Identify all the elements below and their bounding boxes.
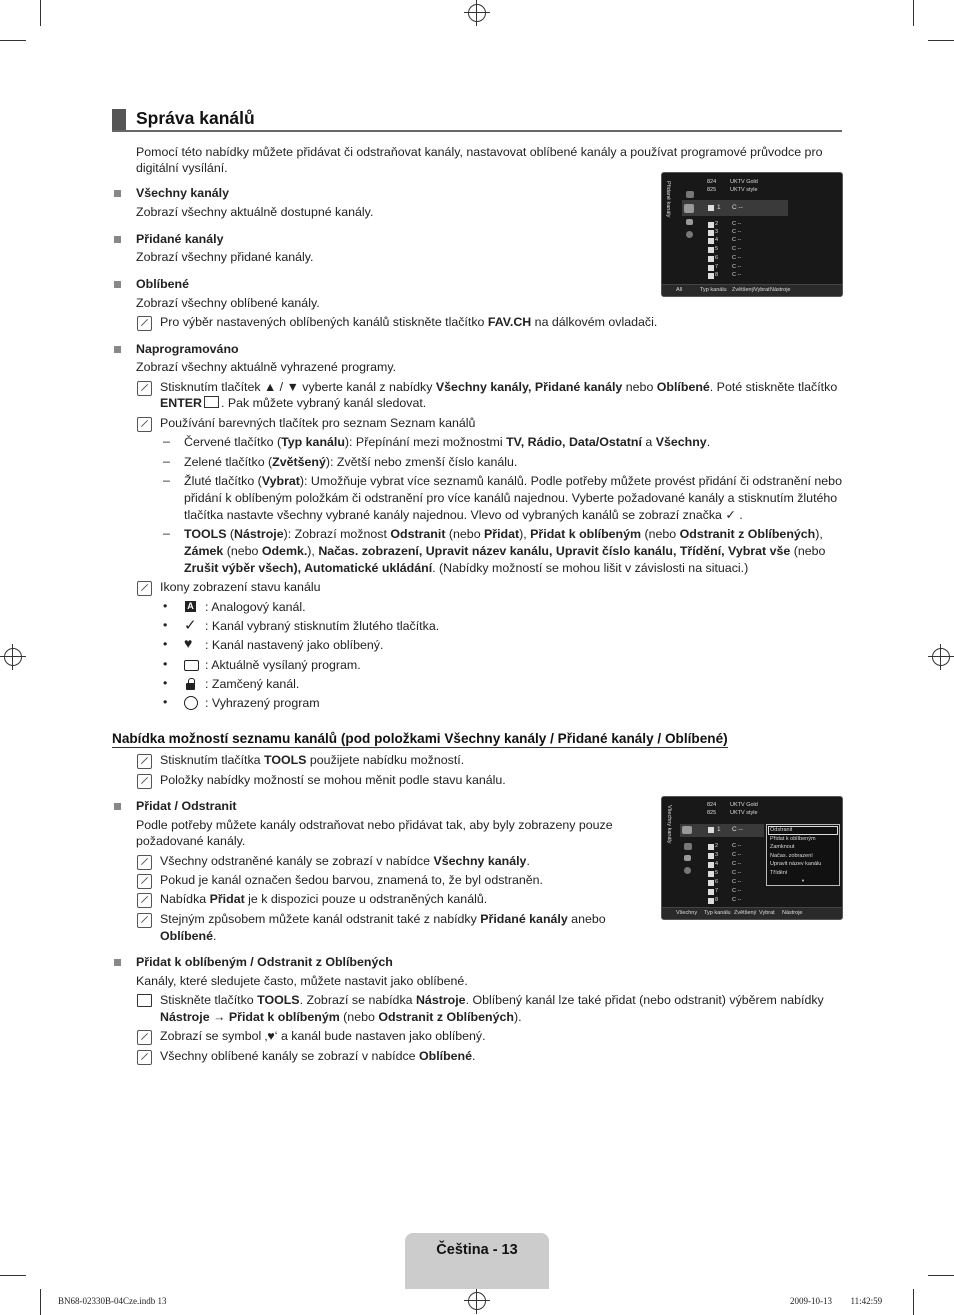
tv-row-number: 6 xyxy=(715,879,719,885)
tools-text: Zámek (nebo Odemk.), Načas. zobrazení, Upravit název kanálu, Upravit číslo kanálu, Třídění, Vybrat vše (nebo xyxy=(184,544,826,558)
tv-row-text: C -- xyxy=(732,264,742,270)
tv-button-bar xyxy=(662,907,842,919)
tv-selected-row xyxy=(680,824,764,837)
clock-icon xyxy=(184,696,198,710)
red-button-text: Červené tlačítko (Typ kanálu): Přepínání mezi možnostmi TV, Rádio, Data/Ostatní a Všechny. xyxy=(184,435,711,449)
note-icon xyxy=(137,1050,152,1065)
dot-bullet: • xyxy=(163,618,168,632)
note-icon xyxy=(137,855,152,870)
tv-text: UKTV style xyxy=(730,810,758,816)
item-desc: Zobrazí všechny oblíbené kanály. xyxy=(136,296,320,310)
note-text: Pro výběr nastavených oblíbených kanálů stiskněte tlačítko FAV.CH na dálkovém ovladači. xyxy=(160,315,658,329)
lock-shackle xyxy=(188,678,195,685)
note-text: Ikony zobrazení stavu kanálu xyxy=(160,580,321,594)
note-text: Pokud je kanál označen šedou barvou, znamená to, že byl odstraněn. xyxy=(160,873,543,887)
note-icon xyxy=(137,417,152,432)
section-heading: Nabídka možností seznamu kanálů (pod položkami Všechny kanály / Přidané kanály / Oblíbené) xyxy=(112,731,728,746)
tv-analog-icon xyxy=(708,205,714,211)
tv-bar-text: Typ kanálu xyxy=(704,910,731,916)
crop-mark xyxy=(928,40,954,41)
registration-mark-icon xyxy=(468,4,486,22)
tv-tools-menu-screenshot xyxy=(661,796,843,920)
crop-mark xyxy=(40,1289,41,1315)
note-text: Všechny odstraněné kanály se zobrazí v nabídce Všechny kanály. xyxy=(160,854,530,868)
tv-row-number: 6 xyxy=(715,255,719,261)
tv-row-text: C -- xyxy=(732,229,742,235)
tools-icon xyxy=(137,994,152,1007)
dash-bullet: – xyxy=(163,434,170,448)
yellow-button-text: Žluté tlačítko (Vybrat): Umožňuje vybrat více seznamů kanálů. Podle potřeby můžete provést přidání či odstranění nebo xyxy=(184,474,842,488)
tv-row-text: C -- xyxy=(732,255,742,261)
tv-menu-item: Třídění xyxy=(770,870,788,876)
icon-desc: : Analogový kanál. xyxy=(205,600,306,614)
note-icon xyxy=(137,1030,152,1045)
tv-row-text: C -- xyxy=(732,826,743,833)
tv-text: UKTV Gold xyxy=(730,179,758,185)
tv-analog-icon xyxy=(708,247,714,253)
tools-note-text: Stiskněte tlačítko TOOLS. Zobrazí se nabídka Nástroje. Oblíbený kanál lze také přidat (nebo odstranit) výběrem nabídky xyxy=(160,993,824,1007)
tv-row-text: C -- xyxy=(732,861,742,867)
dot-bullet: • xyxy=(163,599,168,613)
enter-icon xyxy=(204,396,219,408)
tv-row-text: C -- xyxy=(732,204,743,211)
note-icon xyxy=(137,874,152,889)
tv-analog-icon xyxy=(708,871,714,877)
yellow-button-text: přidání k oblíbeným položkám či odstranění pro více kanálů najednou. Vyberte požadované kanály a stisknutím žlutého xyxy=(184,491,838,505)
tv-analog-icon xyxy=(708,898,714,904)
tv-text: UKTV Gold xyxy=(730,802,758,808)
dot-bullet: • xyxy=(163,657,168,671)
tv-tv-icon xyxy=(684,843,692,850)
tv-row-text: C -- xyxy=(732,221,742,227)
note-text: Zobrazí se symbol ‚♥‘ a kanál bude nastaven jako oblíbený. xyxy=(160,1029,486,1043)
note-icon xyxy=(137,754,152,769)
tv-bar-text: Nástroje xyxy=(770,287,791,293)
bullet-square-icon xyxy=(114,190,121,197)
tv-bar-text: Vybrat xyxy=(759,910,775,916)
note-icon xyxy=(137,893,152,908)
tv-row-text: C -- xyxy=(732,852,742,858)
intro-line: digitální vysílání. xyxy=(136,161,228,175)
tv-bar-text: Zvětšený xyxy=(734,910,757,916)
dot-bullet: • xyxy=(163,676,168,690)
note-icon xyxy=(137,913,152,928)
tv-menu-item: Přidat k oblíbeným xyxy=(770,836,816,842)
note-icon xyxy=(137,316,152,331)
item-heading: Všechny kanály xyxy=(136,186,229,200)
tv-bar-text: Vybrat xyxy=(754,287,770,293)
tv-selected-icon xyxy=(684,204,694,213)
tv-tv-icon xyxy=(686,191,694,198)
tv-icon xyxy=(184,660,199,671)
bullet-square-icon xyxy=(114,236,121,243)
title-rule xyxy=(112,130,842,132)
tv-row-text: C -- xyxy=(732,237,742,243)
crop-mark xyxy=(928,1275,954,1276)
check-icon: ✓ xyxy=(184,617,197,634)
tv-row-text: C -- xyxy=(732,870,742,876)
tv-analog-icon xyxy=(708,256,714,262)
tv-tools-menu xyxy=(766,824,840,886)
print-info-right: 2009-10-13 ￿￿ 11:42:59 xyxy=(790,1296,883,1306)
intro-line: Pomocí této nabídky můžete přidávat či odstraňovat kanály, nastavovat oblíbené kanály a používat programové průvodce pro xyxy=(136,145,823,159)
tv-analog-icon xyxy=(708,889,714,895)
item-heading: Naprogramováno xyxy=(136,342,239,356)
heart-icon xyxy=(684,855,691,861)
tv-analog-icon xyxy=(708,222,714,228)
registration-mark-icon xyxy=(932,648,950,666)
tv-analog-icon xyxy=(708,238,714,244)
tv-bar-text: Zvětšený xyxy=(732,287,755,293)
page-footer-tab xyxy=(405,1233,549,1289)
note-text: Všechny oblíbené kanály se zobrazí v nabídce Oblíbené. xyxy=(160,1049,476,1063)
tv-bar-text: All xyxy=(676,287,683,293)
bullet-square-icon xyxy=(114,959,121,966)
tv-bar-text: Nástroje xyxy=(782,910,803,916)
crop-mark xyxy=(0,40,26,41)
tv-analog-icon xyxy=(708,844,714,850)
bullet-square-icon xyxy=(114,281,121,288)
clock-icon xyxy=(684,867,691,874)
tv-button-bar xyxy=(662,284,842,296)
tv-text: 824 xyxy=(707,802,717,808)
note-text: Položky nabídky možností se mohou měnit podle stavu kanálu. xyxy=(160,773,506,787)
crop-mark xyxy=(913,1289,914,1315)
tv-row-number: 8 xyxy=(715,897,719,903)
tv-menu-arrow-icon: ▼ xyxy=(801,878,805,883)
tv-analog-icon xyxy=(708,230,714,236)
dash-bullet: – xyxy=(163,473,170,487)
tv-row-text: C -- xyxy=(732,272,742,278)
check-icon: ✓ xyxy=(725,508,736,522)
clock-icon xyxy=(686,231,693,238)
tv-analog-icon xyxy=(708,273,714,279)
tv-text: 825 xyxy=(707,810,717,816)
registration-mark-icon xyxy=(468,1292,486,1310)
bullet-square-icon xyxy=(114,346,121,353)
item-desc: Zobrazí všechny přidané kanály. xyxy=(136,250,314,264)
tv-channel-list-screenshot xyxy=(661,172,843,297)
note-text: Stejným způsobem můžete kanál odstranit také z nabídky Přidané kanály anebo xyxy=(160,912,606,926)
tv-analog-icon xyxy=(708,862,714,868)
item-heading: Oblíbené xyxy=(136,277,190,291)
heart-icon: ♥ xyxy=(184,635,193,651)
tv-menu-item: Zamknout xyxy=(770,844,795,850)
tv-analog-icon xyxy=(708,827,714,833)
icon-desc: : Aktuálně vysílaný program. xyxy=(205,658,361,672)
tv-side-label: Všechny kanály xyxy=(666,805,672,844)
bullet-square-icon xyxy=(114,803,121,810)
tv-analog-icon xyxy=(708,853,714,859)
tv-bar-text: Všechny xyxy=(676,910,698,916)
note-text: Používání barevných tlačítek pro seznam Seznam kanálů xyxy=(160,416,476,430)
tv-row-text: C -- xyxy=(732,843,742,849)
tv-menu-item: Načas. zobrazení xyxy=(770,853,813,859)
page-title: Správa kanálů xyxy=(136,108,255,128)
tv-row-text: C -- xyxy=(732,246,742,252)
tv-row-text: C -- xyxy=(732,897,742,903)
tv-row-number: 5 xyxy=(715,246,719,252)
tv-row-number: 2 xyxy=(715,221,719,227)
tv-row-number: 1 xyxy=(717,826,721,833)
tv-menu-item: Odstranit xyxy=(770,827,793,833)
crop-mark xyxy=(0,1275,26,1276)
tv-row-number: 3 xyxy=(715,229,719,235)
note-text: Nabídka Přidat je k dispozici pouze u odstraněných kanálů. xyxy=(160,892,488,906)
green-button-text: Zelené tlačítko (Zvětšený): Zvětší nebo zmenší číslo kanálu. xyxy=(184,455,518,469)
crop-mark xyxy=(40,0,41,26)
analog-channel-icon: A xyxy=(185,601,196,612)
tv-menu-item: Upravit název kanálu xyxy=(770,861,822,867)
item-heading: Přidat / Odstranit xyxy=(136,799,237,813)
tools-note-text: Nástroje → Přidat k oblíbeným (nebo Odstranit z Oblíbených). xyxy=(160,1010,522,1024)
note-text: Oblíbené. xyxy=(160,929,217,943)
item-heading: Přidat k oblíbeným / Odstranit z Oblíbených xyxy=(136,955,393,969)
tv-row-text: C -- xyxy=(732,879,742,885)
dash-bullet: – xyxy=(163,526,170,540)
item-heading: Přidané kanály xyxy=(136,232,224,246)
tv-analog-icon xyxy=(708,880,714,886)
tv-bar-text: Typ kanálu xyxy=(700,287,727,293)
tv-row-number: 4 xyxy=(715,861,719,867)
item-desc: požadované kanály. xyxy=(136,834,246,848)
crop-mark xyxy=(913,0,914,26)
registration-mark-icon xyxy=(4,648,22,666)
tv-row-number: 8 xyxy=(715,272,719,278)
tv-row-number: 3 xyxy=(715,852,719,858)
note-icon xyxy=(137,581,152,596)
heart-icon xyxy=(686,219,693,225)
heart-icon: ♥ xyxy=(267,1029,275,1043)
item-desc: Zobrazí všechny aktuálně dostupné kanály. xyxy=(136,205,374,219)
tv-text: UKTV style xyxy=(730,187,758,193)
yellow-button-text: tlačítka nastavte všechny vybrané kanály najednou. Vlevo od vybraných kanálů se zobrazí značka ✓ . xyxy=(184,508,743,522)
note-text: ENTER . Pak můžete vybraný kanál sledovat. xyxy=(160,396,427,410)
item-desc: Kanály, které sledujete často, můžete nastavit jako oblíbené. xyxy=(136,974,468,988)
icon-desc: : Kanál nastavený jako oblíbený. xyxy=(205,638,384,652)
tv-row-number: 1 xyxy=(717,204,721,211)
tv-side-label: Přidané kanály xyxy=(665,181,671,218)
print-info-left: BN68-02330B-04Cze.indb 13 xyxy=(58,1296,167,1306)
tv-row-number: 2 xyxy=(715,843,719,849)
tv-text: 824 xyxy=(707,179,717,185)
note-text: Stisknutím tlačítka TOOLS použijete nabídku možností. xyxy=(160,753,465,767)
tools-text: TOOLS (Nástroje): Zobrazí možnost Odstranit (nebo Přidat), Přidat k oblíbeným (nebo Odstranit z Oblíbených), xyxy=(184,527,823,541)
tv-row-number: 4 xyxy=(715,237,719,243)
tv-analog-icon xyxy=(708,265,714,271)
note-text: Stisknutím tlačítek ▲ / ▼ vyberte kanál z nabídky Všechny kanály, Přidané kanály nebo Oblíbené. Poté stiskněte tlačítko xyxy=(160,380,838,394)
dash-bullet: – xyxy=(163,454,170,468)
tools-text: Zrušit výběr všech), Automatické ukládání. (Nabídky možností se mohou lišit v závislosti na situaci.) xyxy=(184,561,749,575)
note-icon xyxy=(137,774,152,789)
tv-text: 825 xyxy=(707,187,717,193)
tv-row-number: 7 xyxy=(715,264,719,270)
tv-row-number: 5 xyxy=(715,870,719,876)
note-icon xyxy=(137,381,152,396)
tv-row-text: C -- xyxy=(732,888,742,894)
item-desc: Zobrazí všechny aktuálně vyhrazené programy. xyxy=(136,360,397,374)
icon-desc: : Kanál vybraný stisknutím žlutého tlačítka. xyxy=(205,619,440,633)
icon-desc: : Zamčený kanál. xyxy=(205,677,300,691)
page-number: Čeština - 13 xyxy=(436,1242,518,1258)
dot-bullet: • xyxy=(163,695,168,709)
item-desc: Podle potřeby můžete kanály odstraňovat nebo přidávat tak, aby byly zobrazeny pouze xyxy=(136,818,613,832)
title-marker xyxy=(112,109,126,130)
dot-bullet: • xyxy=(163,637,168,651)
tv-row-number: 7 xyxy=(715,888,719,894)
tv-selected-icon xyxy=(682,826,692,834)
icon-desc: : Vyhrazený program xyxy=(205,696,320,710)
